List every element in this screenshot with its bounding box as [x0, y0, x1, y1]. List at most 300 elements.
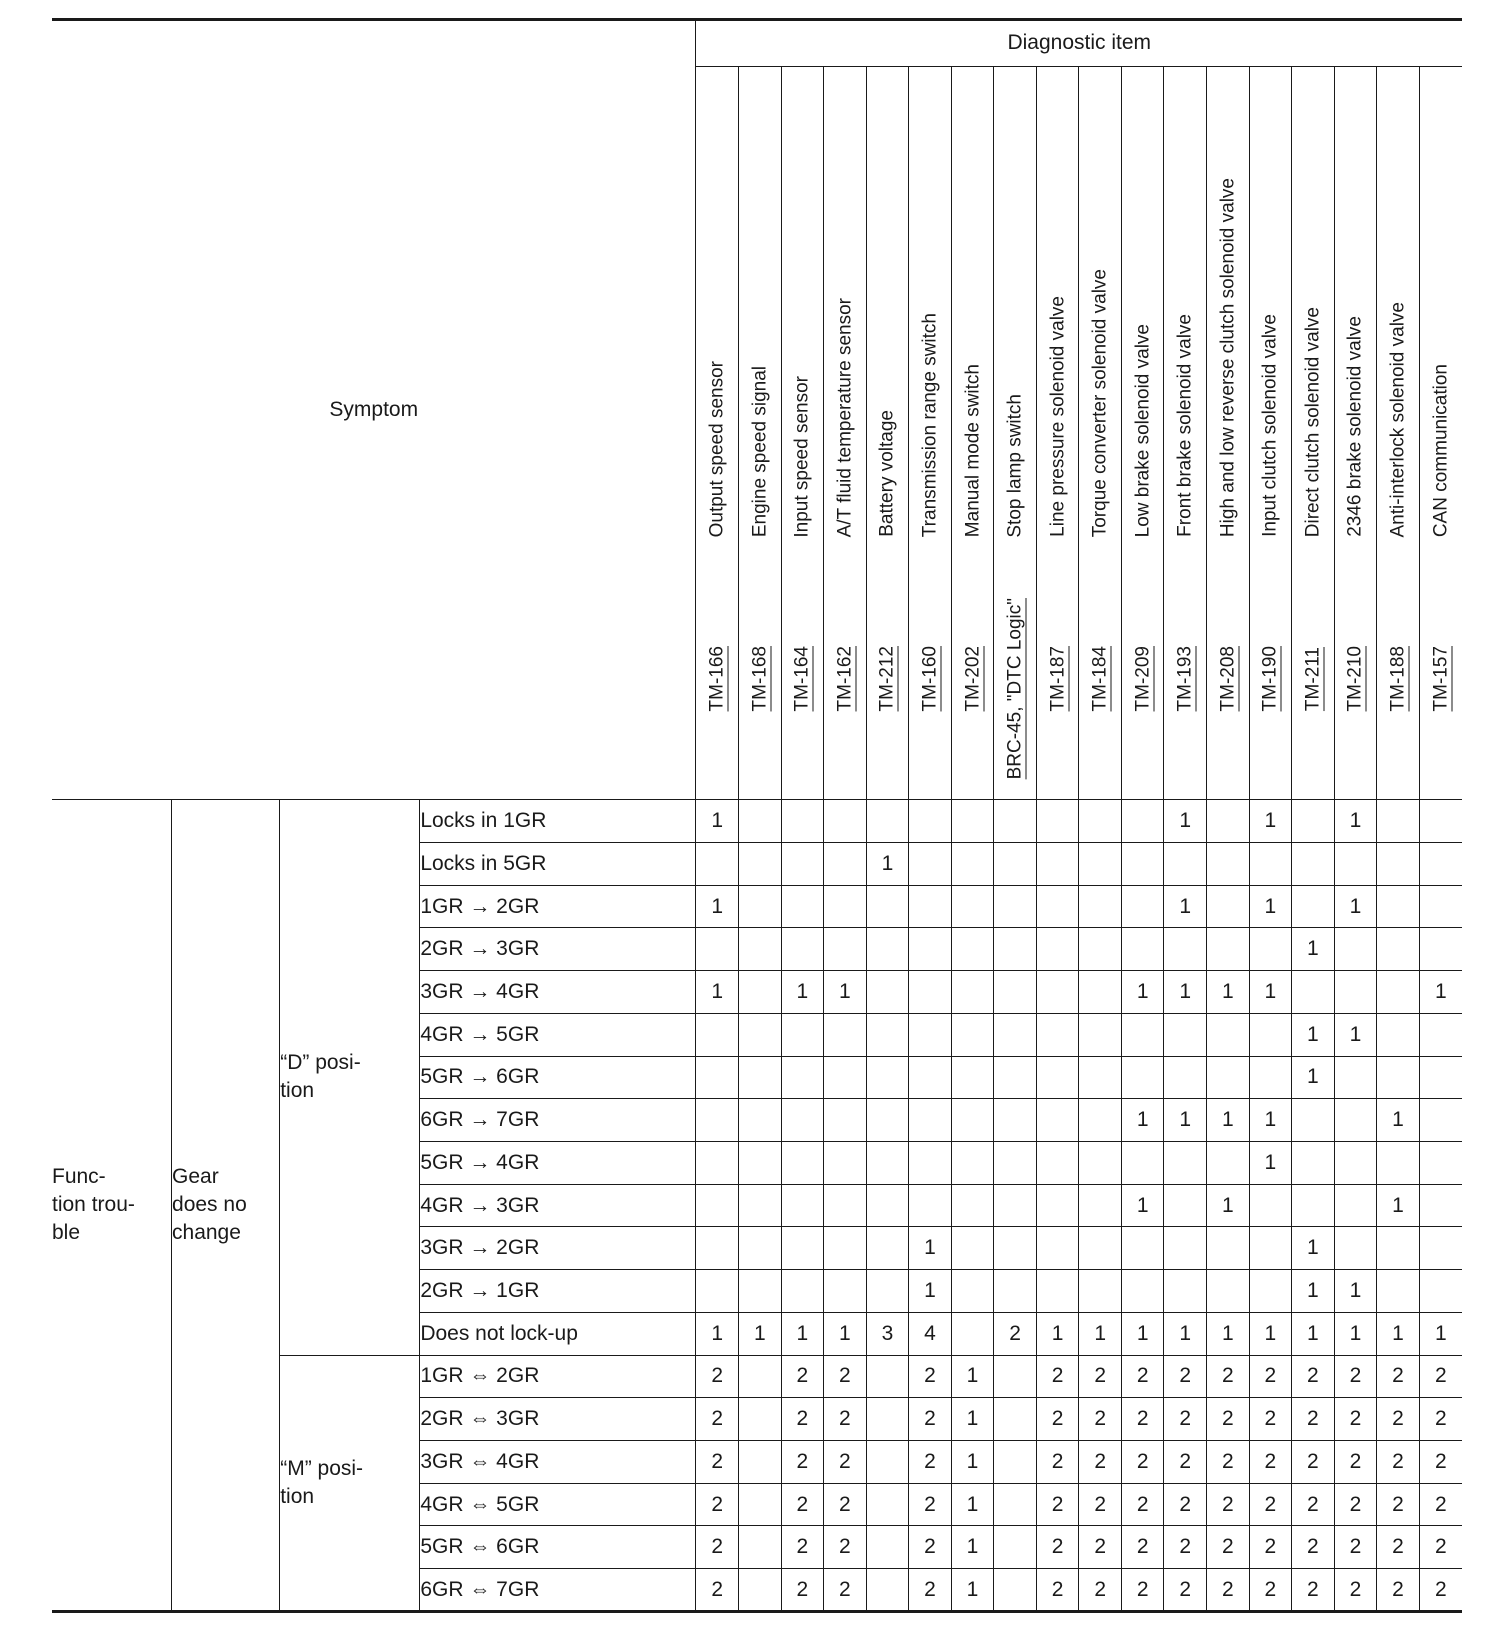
priority-cell: 2: [1249, 1398, 1292, 1441]
priority-cell: 2: [1292, 1441, 1335, 1484]
priority-cell: [1377, 1141, 1420, 1184]
priority-cell: [696, 842, 739, 885]
symptom-label: 1GR ⇔ 2GR: [420, 1355, 696, 1398]
priority-cell: 2: [1207, 1355, 1250, 1398]
priority-cell: 1: [1164, 971, 1207, 1014]
priority-cell: 1: [1249, 1141, 1292, 1184]
priority-cell: 1: [739, 1312, 782, 1355]
priority-cell: [1377, 1056, 1420, 1099]
priority-cell: [866, 1270, 909, 1313]
diagnostic-item-column-header: [1121, 66, 1164, 799]
priority-cell: [1036, 842, 1079, 885]
diagnostic-item-column-header: [696, 66, 739, 799]
priority-cell: [1377, 928, 1420, 971]
diagnostic-item-column-header: [866, 66, 909, 799]
priority-cell: 2: [781, 1355, 824, 1398]
priority-cell: [1121, 1013, 1164, 1056]
diagnostic-table: [52, 18, 1462, 1613]
priority-cell: 2: [1207, 1398, 1250, 1441]
priority-cell: [1121, 1270, 1164, 1313]
priority-cell: [1249, 842, 1292, 885]
priority-cell: 2: [909, 1483, 952, 1526]
symptom-label: 6GR → 7GR: [420, 1099, 696, 1142]
priority-cell: 2: [1207, 1483, 1250, 1526]
diagnostic-item-column-header: [824, 66, 867, 799]
priority-cell: [1036, 1227, 1079, 1270]
priority-cell: [909, 1013, 952, 1056]
priority-cell: [866, 1483, 909, 1526]
diagnostic-item-name: High and low reverse clutch solenoid valve: [1217, 178, 1239, 538]
priority-cell: [951, 928, 994, 971]
priority-cell: [739, 1056, 782, 1099]
priority-cell: [1419, 1056, 1462, 1099]
reference-link[interactable]: TM-208: [1217, 645, 1239, 712]
priority-cell: [824, 928, 867, 971]
priority-cell: 2: [1292, 1398, 1335, 1441]
reference-link[interactable]: TM-166: [706, 645, 728, 712]
priority-cell: [909, 1141, 952, 1184]
priority-cell: [994, 928, 1037, 971]
priority-cell: [824, 1184, 867, 1227]
symptom-label: 4GR → 5GR: [420, 1013, 696, 1056]
reference-link[interactable]: TM-211: [1302, 647, 1324, 712]
priority-cell: [994, 1526, 1037, 1569]
priority-cell: 1: [1079, 1312, 1122, 1355]
diagnostic-item-name: CAN communication: [1430, 364, 1452, 538]
priority-cell: 2: [696, 1526, 739, 1569]
priority-cell: 1: [1377, 1312, 1420, 1355]
reference-link[interactable]: TM-212: [876, 645, 898, 712]
priority-cell: 1: [1249, 1312, 1292, 1355]
priority-cell: [824, 800, 867, 843]
priority-cell: [1079, 1056, 1122, 1099]
priority-cell: [1079, 1099, 1122, 1142]
priority-cell: [1292, 1141, 1335, 1184]
priority-cell: 1: [1249, 971, 1292, 1014]
diagnostic-item-column-header: [1377, 66, 1420, 799]
priority-cell: [1377, 971, 1420, 1014]
priority-cell: [1036, 1141, 1079, 1184]
priority-cell: [824, 885, 867, 928]
reference-link[interactable]: TM-202: [962, 645, 984, 712]
priority-cell: 2: [1164, 1569, 1207, 1612]
priority-cell: 2: [1334, 1441, 1377, 1484]
priority-cell: 2: [1419, 1441, 1462, 1484]
diagnostic-item-name: Anti-interlock solenoid valve: [1387, 301, 1409, 538]
priority-cell: 2: [1419, 1483, 1462, 1526]
priority-cell: [1334, 842, 1377, 885]
priority-cell: 1: [1292, 1056, 1335, 1099]
priority-cell: [1334, 971, 1377, 1014]
reference-link[interactable]: TM-168: [749, 645, 771, 712]
reference-link[interactable]: TM-187: [1047, 645, 1069, 712]
diagnostic-item-column-header: [909, 66, 952, 799]
priority-cell: 2: [1292, 1569, 1335, 1612]
group-d-position: “D” posi- tion: [280, 800, 420, 1355]
priority-cell: 2: [1079, 1569, 1122, 1612]
priority-cell: [951, 885, 994, 928]
priority-cell: [781, 842, 824, 885]
diagnostic-item-name: Input clutch solenoid valve: [1259, 314, 1281, 538]
priority-cell: [824, 1013, 867, 1056]
priority-cell: [1036, 885, 1079, 928]
priority-cell: 1: [781, 971, 824, 1014]
priority-cell: 2: [1079, 1355, 1122, 1398]
priority-cell: [951, 1099, 994, 1142]
priority-cell: [994, 1398, 1037, 1441]
priority-cell: 1: [951, 1355, 994, 1398]
priority-cell: 1: [1207, 1099, 1250, 1142]
reference-link[interactable]: TM-210: [1344, 645, 1366, 712]
priority-cell: 2: [909, 1569, 952, 1612]
diagnostic-item-name: Engine speed signal: [749, 366, 771, 538]
priority-cell: [1334, 1056, 1377, 1099]
diagnostic-item-column-header: [1334, 66, 1377, 799]
priority-cell: [1207, 1056, 1250, 1099]
priority-cell: [1292, 842, 1335, 885]
priority-cell: [1164, 1013, 1207, 1056]
priority-cell: [739, 1013, 782, 1056]
priority-cell: [781, 800, 824, 843]
priority-cell: [696, 1184, 739, 1227]
priority-cell: [1419, 885, 1462, 928]
priority-cell: [994, 1099, 1037, 1142]
priority-cell: [909, 1056, 952, 1099]
priority-cell: [1079, 928, 1122, 971]
priority-cell: [909, 1184, 952, 1227]
priority-cell: 2: [1079, 1526, 1122, 1569]
priority-cell: [1419, 842, 1462, 885]
priority-cell: [1121, 885, 1164, 928]
reference-link[interactable]: TM-190: [1259, 645, 1281, 712]
priority-cell: [951, 971, 994, 1014]
priority-cell: [1121, 928, 1164, 971]
priority-cell: [866, 1398, 909, 1441]
priority-cell: 2: [696, 1441, 739, 1484]
priority-cell: [739, 800, 782, 843]
priority-cell: 2: [1249, 1355, 1292, 1398]
priority-cell: 2: [1079, 1398, 1122, 1441]
priority-cell: [824, 842, 867, 885]
priority-cell: 2: [824, 1355, 867, 1398]
priority-cell: 1: [1207, 1184, 1250, 1227]
diagnostic-item-column-header: [994, 66, 1037, 799]
priority-cell: [781, 1184, 824, 1227]
priority-cell: [1334, 1099, 1377, 1142]
diagnostic-item-column-header: [1207, 66, 1250, 799]
priority-cell: [1121, 800, 1164, 843]
priority-cell: [739, 928, 782, 971]
priority-cell: [909, 800, 952, 843]
priority-cell: [1207, 1013, 1250, 1056]
category-function-trouble: Func- tion trou- ble: [52, 800, 172, 1612]
diagnostic-item-column-header: [781, 66, 824, 799]
priority-cell: [951, 1013, 994, 1056]
priority-cell: [866, 1013, 909, 1056]
priority-cell: 2: [909, 1398, 952, 1441]
priority-cell: 2: [696, 1355, 739, 1398]
diagnostic-item-name: A/T fluid temperature sensor: [834, 297, 856, 538]
priority-cell: [994, 842, 1037, 885]
priority-cell: [696, 928, 739, 971]
priority-cell: [909, 1099, 952, 1142]
priority-cell: [1249, 1184, 1292, 1227]
priority-cell: [1249, 1227, 1292, 1270]
symptom-label: Locks in 1GR: [420, 800, 696, 843]
priority-cell: 1: [1292, 928, 1335, 971]
symptom-label: 6GR ⇔ 7GR: [420, 1569, 696, 1612]
priority-cell: [1419, 1013, 1462, 1056]
priority-cell: [866, 1227, 909, 1270]
priority-cell: 1: [1419, 1312, 1462, 1355]
priority-cell: 2: [1292, 1355, 1335, 1398]
priority-cell: [1207, 842, 1250, 885]
diagnostic-item-name: Line pressure solenoid valve: [1047, 296, 1069, 538]
diagnostic-item-column-header: [1164, 66, 1207, 799]
priority-cell: [1377, 885, 1420, 928]
table-row: [52, 800, 1462, 843]
priority-cell: 2: [1164, 1355, 1207, 1398]
priority-cell: 2: [994, 1312, 1037, 1355]
symptom-label: 2GR ⇔ 3GR: [420, 1398, 696, 1441]
priority-cell: [866, 800, 909, 843]
symptom-label: Does not lock-up: [420, 1312, 696, 1355]
priority-cell: 2: [1036, 1441, 1079, 1484]
priority-cell: [1377, 1270, 1420, 1313]
priority-cell: 2: [1121, 1483, 1164, 1526]
priority-cell: 2: [824, 1398, 867, 1441]
priority-cell: 1: [951, 1441, 994, 1484]
priority-cell: [1334, 1184, 1377, 1227]
priority-cell: [1249, 1056, 1292, 1099]
priority-cell: [781, 1099, 824, 1142]
diagnostic-item-name: 2346 brake solenoid valve: [1344, 316, 1366, 538]
reference-link[interactable]: TM-184: [1089, 645, 1111, 712]
priority-cell: [1207, 1141, 1250, 1184]
priority-cell: 1: [1334, 885, 1377, 928]
priority-cell: 2: [1249, 1441, 1292, 1484]
priority-cell: 2: [1036, 1355, 1079, 1398]
diagnostic-item-name: Input speed sensor: [791, 375, 813, 538]
reference-link[interactable]: TM-160: [919, 645, 941, 712]
priority-cell: [1121, 1141, 1164, 1184]
priority-cell: [1079, 1270, 1122, 1313]
priority-cell: [951, 1312, 994, 1355]
priority-cell: 2: [1121, 1398, 1164, 1441]
priority-cell: [866, 1056, 909, 1099]
reference-link[interactable]: TM-162: [834, 645, 856, 712]
reference-link[interactable]: BRC-45, "DTC Logic": [1004, 597, 1026, 780]
priority-cell: 1: [1121, 971, 1164, 1014]
priority-cell: [994, 1270, 1037, 1313]
diagnostic-item-name: Stop lamp switch: [1004, 393, 1026, 538]
priority-cell: [951, 1184, 994, 1227]
diagnostic-item-name: Front brake solenoid valve: [1174, 314, 1196, 538]
priority-cell: 1: [696, 800, 739, 843]
priority-cell: 2: [1419, 1355, 1462, 1398]
symptom-label: 2GR → 3GR: [420, 928, 696, 971]
reference-link[interactable]: TM-164: [791, 645, 813, 712]
priority-cell: [824, 1227, 867, 1270]
priority-cell: [1292, 1184, 1335, 1227]
priority-cell: 1: [951, 1526, 994, 1569]
priority-cell: 2: [824, 1441, 867, 1484]
priority-cell: 1: [1292, 1312, 1335, 1355]
priority-cell: 1: [1377, 1099, 1420, 1142]
priority-cell: [994, 885, 1037, 928]
subcategory-gear-no-change: Gear does no change: [172, 800, 280, 1612]
priority-cell: 2: [1164, 1526, 1207, 1569]
priority-cell: [909, 885, 952, 928]
priority-cell: [1121, 1056, 1164, 1099]
priority-cell: [866, 885, 909, 928]
priority-cell: [1079, 842, 1122, 885]
priority-cell: 1: [1419, 971, 1462, 1014]
priority-cell: 1: [696, 885, 739, 928]
priority-cell: [1036, 928, 1079, 971]
symptom-label: 3GR → 4GR: [420, 971, 696, 1014]
priority-cell: 2: [824, 1483, 867, 1526]
priority-cell: [1377, 842, 1420, 885]
diagnostic-item-name: Battery voltage: [876, 410, 898, 538]
priority-cell: [1164, 1227, 1207, 1270]
priority-cell: [1419, 928, 1462, 971]
priority-cell: 1: [1207, 971, 1250, 1014]
priority-cell: [994, 1569, 1037, 1612]
priority-cell: 2: [1419, 1526, 1462, 1569]
priority-cell: [739, 1355, 782, 1398]
priority-cell: 2: [1164, 1441, 1207, 1484]
priority-cell: [1334, 1227, 1377, 1270]
priority-cell: 2: [781, 1398, 824, 1441]
priority-cell: [1292, 800, 1335, 843]
priority-cell: [1419, 1270, 1462, 1313]
priority-cell: [1036, 800, 1079, 843]
priority-cell: [1419, 1184, 1462, 1227]
symptom-label: 5GR → 4GR: [420, 1141, 696, 1184]
priority-cell: [739, 1441, 782, 1484]
priority-cell: [1036, 1099, 1079, 1142]
priority-cell: 1: [951, 1569, 994, 1612]
priority-cell: 1: [781, 1312, 824, 1355]
priority-cell: 2: [1292, 1526, 1335, 1569]
priority-cell: 1: [1121, 1099, 1164, 1142]
priority-cell: 2: [824, 1526, 867, 1569]
reference-link[interactable]: TM-188: [1387, 645, 1409, 712]
priority-cell: [909, 971, 952, 1014]
reference-link[interactable]: TM-157: [1430, 645, 1452, 712]
priority-cell: [866, 1099, 909, 1142]
priority-cell: [739, 1227, 782, 1270]
diagnostic-item-name: Manual mode switch: [962, 364, 984, 538]
priority-cell: 2: [1292, 1483, 1335, 1526]
priority-cell: [1207, 1270, 1250, 1313]
priority-cell: [951, 1141, 994, 1184]
priority-cell: 2: [1419, 1398, 1462, 1441]
priority-cell: 2: [1207, 1526, 1250, 1569]
priority-cell: [1079, 1013, 1122, 1056]
diagnostic-item-column-header: [1419, 66, 1462, 799]
diagnostic-item-name: Output speed sensor: [706, 360, 728, 538]
priority-cell: [781, 1227, 824, 1270]
priority-cell: [781, 1013, 824, 1056]
priority-cell: 2: [781, 1569, 824, 1612]
symptom-label: 4GR ⇔ 5GR: [420, 1483, 696, 1526]
priority-cell: 2: [1036, 1398, 1079, 1441]
priority-cell: [1377, 1227, 1420, 1270]
priority-cell: [866, 1526, 909, 1569]
priority-cell: [951, 1270, 994, 1313]
priority-cell: [824, 1141, 867, 1184]
priority-cell: [909, 842, 952, 885]
priority-cell: 1: [1249, 800, 1292, 843]
priority-cell: 2: [909, 1526, 952, 1569]
priority-cell: 1: [696, 971, 739, 1014]
diagnostic-item-name: Torque converter solenoid valve: [1089, 268, 1111, 538]
priority-cell: [1036, 1184, 1079, 1227]
priority-cell: 2: [1377, 1441, 1420, 1484]
priority-cell: [739, 1526, 782, 1569]
priority-cell: 1: [1377, 1184, 1420, 1227]
priority-cell: [1079, 1141, 1122, 1184]
priority-cell: 1: [1334, 1013, 1377, 1056]
priority-cell: [696, 1227, 739, 1270]
priority-cell: 1: [1334, 1270, 1377, 1313]
reference-link[interactable]: TM-193: [1174, 645, 1196, 712]
priority-cell: 2: [824, 1569, 867, 1612]
priority-cell: [824, 1056, 867, 1099]
priority-cell: [739, 1483, 782, 1526]
priority-cell: [696, 1013, 739, 1056]
priority-cell: 4: [909, 1312, 952, 1355]
diagnostic-item-name: Low brake solenoid valve: [1132, 323, 1154, 538]
diagnostic-item-column-header: [739, 66, 782, 799]
priority-cell: 2: [1377, 1569, 1420, 1612]
priority-cell: 2: [1334, 1355, 1377, 1398]
priority-cell: [824, 1099, 867, 1142]
priority-cell: 1: [909, 1270, 952, 1313]
priority-cell: 2: [1036, 1526, 1079, 1569]
priority-cell: [1377, 1013, 1420, 1056]
priority-cell: 2: [1249, 1569, 1292, 1612]
priority-cell: [1164, 1141, 1207, 1184]
reference-link[interactable]: TM-209: [1132, 645, 1154, 712]
priority-cell: [951, 1056, 994, 1099]
diagnostic-item-column-header: [1079, 66, 1122, 799]
priority-cell: 1: [1292, 1270, 1335, 1313]
priority-cell: [866, 971, 909, 1014]
priority-cell: [1079, 1184, 1122, 1227]
priority-cell: 2: [1121, 1526, 1164, 1569]
priority-cell: [739, 1099, 782, 1142]
priority-cell: [994, 1056, 1037, 1099]
symptom-label: 5GR → 6GR: [420, 1056, 696, 1099]
priority-cell: 2: [1377, 1483, 1420, 1526]
priority-cell: 1: [1164, 885, 1207, 928]
priority-cell: [1079, 1227, 1122, 1270]
priority-cell: [781, 1141, 824, 1184]
priority-cell: 2: [1377, 1398, 1420, 1441]
priority-cell: 1: [1207, 1312, 1250, 1355]
priority-cell: [696, 1141, 739, 1184]
priority-cell: [781, 928, 824, 971]
priority-cell: 2: [1121, 1569, 1164, 1612]
priority-cell: [739, 1398, 782, 1441]
priority-cell: [1164, 1184, 1207, 1227]
priority-cell: 1: [824, 1312, 867, 1355]
priority-cell: 1: [1164, 800, 1207, 843]
priority-cell: 1: [1164, 1312, 1207, 1355]
